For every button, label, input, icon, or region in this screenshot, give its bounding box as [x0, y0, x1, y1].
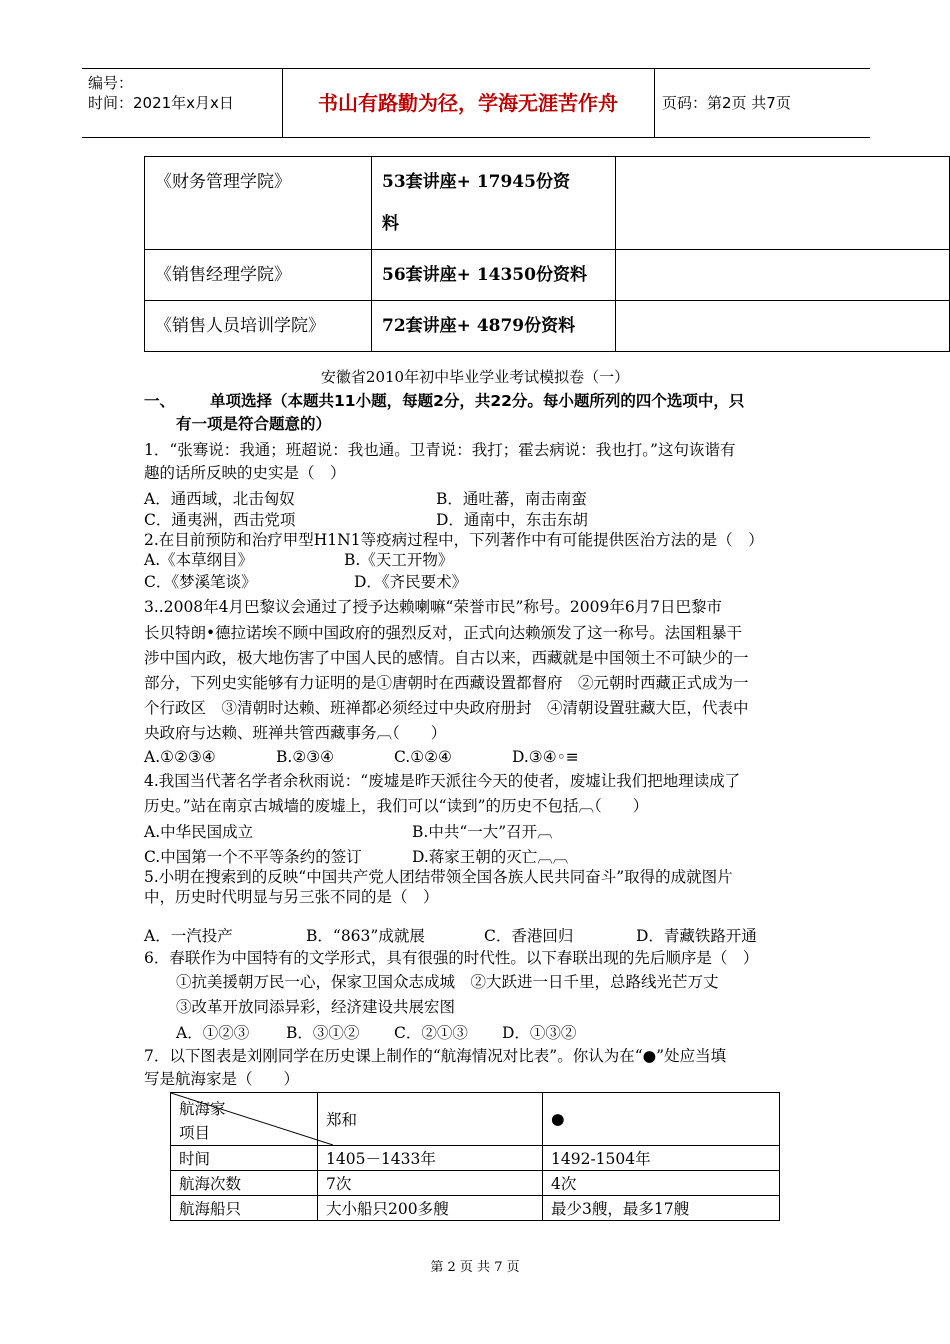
- q3-option-b: B.②③④: [276, 748, 335, 766]
- q6-option-c: C．②①③: [394, 1024, 468, 1042]
- table-row: [171, 1146, 780, 1171]
- voyage-comparison-table: [170, 1092, 780, 1221]
- q4-option-c: C.中国第一个不平等条约的签订: [144, 848, 362, 866]
- q5-option-c: C．香港回归: [484, 927, 574, 945]
- number-label: 编号：: [88, 74, 134, 92]
- q3-option-a: A.①②③④: [144, 748, 216, 766]
- resource-name: 《销售经理学院》: [145, 250, 372, 301]
- q6-option-d: D．①③②: [502, 1024, 577, 1042]
- other-value: 4次: [543, 1171, 780, 1196]
- q5-option-b: B．“863”成就展: [306, 927, 425, 945]
- column-header-zhenghe: 郑和: [318, 1093, 543, 1146]
- header-page-info: 页码：第2页 共7页: [662, 94, 791, 112]
- q2-option-d: D．《齐民要术》: [354, 573, 468, 591]
- question-3-line4: 部分，下列史实能够有力证明的是①唐朝时在西藏设置都督府 ②元朝时西藏正式成为一: [144, 674, 749, 692]
- q5-option-d: D．青藏铁路开通: [636, 927, 757, 945]
- table-row: [145, 301, 950, 352]
- empty-cell: [616, 301, 950, 352]
- other-value: 最少3艘，最多17艘: [543, 1196, 780, 1221]
- table-row: [171, 1196, 780, 1221]
- q1-option-d: D．通南中，东击东胡: [436, 511, 588, 529]
- question-1-line1: 1．“张骞说：我通；班超说：我也通。卫青说：我打；霍去病说：我也打。”这句诙谐有: [144, 441, 736, 459]
- question-2-line1: 2.在目前预防和治疗甲型H1N1等疫病过程中，下列著作中有可能提供医治方法的是（ ）: [144, 531, 764, 549]
- resource-desc: 56套讲座+ 14350份资料: [372, 250, 616, 301]
- header-divider: [654, 69, 655, 137]
- q2-option-a: A.《本草纲目》: [144, 551, 254, 569]
- row-label: 时间: [171, 1146, 318, 1171]
- other-value: 1492-1504年: [543, 1146, 780, 1171]
- q1-option-b: B．通吐蕃，南击南蛮: [436, 490, 587, 508]
- q2-option-b: B.《天工开物》: [344, 551, 454, 569]
- section-heading-line1: 单项选择（本题共11小题，每题2分，共22分。每小题所列的四个选项中，只: [210, 392, 745, 410]
- q6-option-a: A．①②③: [176, 1024, 250, 1042]
- q6-option-b: B．③①②: [286, 1024, 360, 1042]
- table-row: [145, 250, 950, 301]
- question-3-line1: 3..2008年4月巴黎议会通过了授予达赖喇嘛“荣誉市民”称号。2009年6月7日巴黎市: [144, 598, 723, 616]
- question-1-line2: 趣的话所反映的史实是（ ）: [144, 464, 346, 482]
- q4-option-b: B.中共“一大”召开︹: [412, 823, 553, 841]
- q2-option-c: C．《梦溪笔谈》: [144, 573, 257, 591]
- section-number: 一、: [144, 392, 176, 410]
- question-6-line3: ③改革开放同添异彩，经济建设共展宏图: [176, 998, 456, 1016]
- question-3-line5: 个行政区 ③清朝时达赖、班禅都必须经过中央政府册封 ④清朝设置驻藏大臣，代表中: [144, 699, 749, 717]
- question-4-line1: 4.我国当代著名学者余秋雨说：“废墟是昨天派往今天的使者，废墟让我们把地理读成了: [144, 772, 741, 790]
- q1-option-a: A．通西域，北击匈奴: [144, 490, 295, 508]
- zhenghe-value: 7次: [318, 1171, 543, 1196]
- zhenghe-value: 1405－1433年: [318, 1146, 543, 1171]
- q1-option-c: C．通夷洲，西击党项: [144, 511, 296, 529]
- q3-option-d: D.③④◦≡: [512, 748, 579, 766]
- question-4-line2: 历史。”站在南京古城墙的废墟上，我们可以“读到”的历史不包括︹（ ）: [144, 797, 649, 815]
- resource-desc: 72套讲座+ 4879份资料: [372, 301, 616, 352]
- exam-title: 安徽省2010年初中毕业学业考试模拟卷（一）: [320, 368, 630, 386]
- resource-name: 《财务管理学院》: [145, 157, 372, 250]
- row-label: 航海船只: [171, 1196, 318, 1221]
- resource-table: [144, 156, 950, 352]
- question-5-line1: 5.小明在搜索到的反映“中国共产党人团结带领全国各族人民共同奋斗”取得的成就图片: [144, 868, 733, 886]
- question-7-line2: 写是航海家是（ ）: [144, 1070, 300, 1088]
- header-meta: [82, 69, 282, 137]
- header-motto: 书山有路勤为径，学海无涯苦作舟: [318, 91, 618, 115]
- diagonal-header-cell: [171, 1093, 318, 1146]
- resource-name: 《销售人员培训学院》: [145, 301, 372, 352]
- q3-option-c: C.①②④: [394, 748, 452, 766]
- empty-cell: [616, 157, 950, 250]
- section-heading-line2: 有一项是符合题意的）: [176, 415, 332, 433]
- time-label: 时间：2021年x月x日: [88, 94, 234, 112]
- zhenghe-value: 大小船只200多艘: [318, 1196, 543, 1221]
- column-header-blank-dot: ●: [543, 1093, 780, 1146]
- resource-desc: 53套讲座+ 17945份资 料: [372, 157, 616, 250]
- q4-option-a: A.中华民国成立: [144, 823, 254, 841]
- table-header-row: [171, 1093, 780, 1146]
- question-6-line2: ①抗美援朝万民一心，保家卫国众志成城 ②大跃进一日千里，总路线光芒万丈: [176, 973, 719, 991]
- row-label: 航海次数: [171, 1171, 318, 1196]
- corner-label-navigator: 航海家: [179, 1100, 226, 1118]
- table-row: [145, 157, 950, 250]
- table-row: [171, 1171, 780, 1196]
- question-3-line2: 长贝特朗•德拉诺埃不顾中国政府的强烈反对，正式向达赖颁发了这一称号。法国粗暴干: [144, 624, 743, 642]
- corner-label-item: 项目: [179, 1124, 211, 1142]
- q4-option-d: D.蒋家王朝的灭亡︹︹: [412, 848, 569, 866]
- document-header: [82, 68, 870, 138]
- page-footer: 第 2 页 共 7 页: [430, 1260, 520, 1275]
- q5-option-a: A．一汽投产: [144, 927, 233, 945]
- question-7-line1: 7．以下图表是刘刚同学在历史课上制作的“航海情况对比表”。你认为在“●”处应当填: [144, 1047, 727, 1065]
- question-3-line3: 涉中国内政，极大地伤害了中国人民的感情。自古以来，西藏就是中国领土不可缺少的一: [144, 649, 749, 667]
- question-5-line2: 中，历史时代明显与另三张不同的是（ ）: [144, 888, 439, 906]
- question-3-line6: 央政府与达赖、班禅共管西藏事务︹（ ）: [144, 724, 447, 742]
- question-6-line1: 6．春联作为中国特有的文学形式，具有很强的时代性。以下春联出现的先后顺序是（ ）: [144, 949, 759, 967]
- empty-cell: [616, 250, 950, 301]
